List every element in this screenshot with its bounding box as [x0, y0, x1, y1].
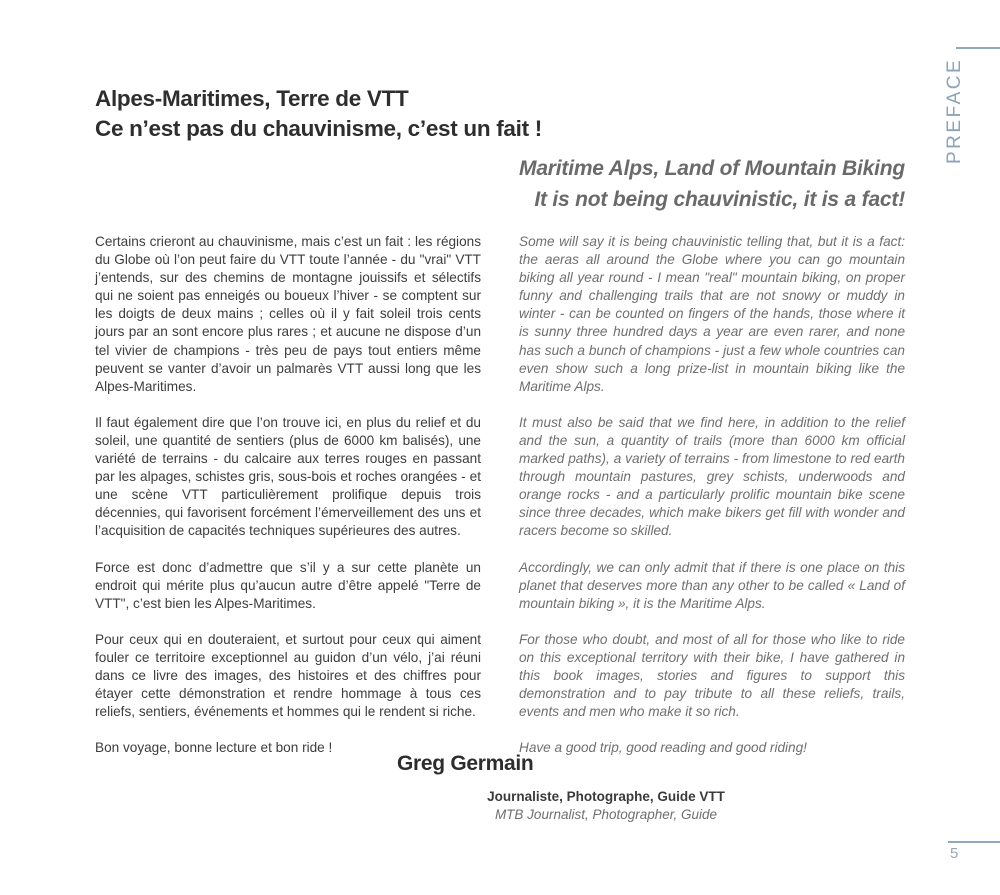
english-paragraph-2: It must also be said that we find here, in addition to the relief and the sun, a quantity of trails (more than 6000 km official marked paths), a variety of terrains - from limestone to red earth through mountain pastures, grey schists, underwoods and orange rocks - and a particularly prolific mountain bike scene since three decades, which make bikers get fill with wonder and racers become so skilled.: [519, 414, 905, 539]
title-english-line1: Maritime Alps, Land of Mountain Biking: [519, 157, 905, 180]
author-roles: [460, 788, 752, 823]
author-role-english: MTB Journalist, Photographer, Guide: [494, 807, 718, 822]
author-name: Greg Germain: [397, 752, 534, 775]
english-paragraph-4: For those who doubt, and most of all for those who like to ride on this exceptional territory with their bike, I have gathered in this book images, stories and figures to support this demonstration and to pay tribute to all these reliefs, trails, events and men who make it so rich.: [519, 631, 905, 720]
english-paragraph-1: Some will say it is being chauvinistic telling that, but it is a fact: the aeras all around the Globe where you can go mountain biking all year round - I mean "real" mountain biking, on proper funny and challenging trails that are not snowy or muddy in winter - can be counted on fingers of the hands, those where it is sunny three hundred days a year are even rarer, and none has such a bunch of champions - just a few whole countries can even show such a long prize-list in mountain biking like the Maritime Alps.: [519, 234, 905, 394]
sidebar-top-rule: [956, 47, 1000, 49]
title-french-line2: Ce n’est pas du chauvinisme, c’est un fait !: [95, 116, 542, 141]
title-english-line2: It is not being chauvinistic, it is a fact!: [534, 188, 905, 211]
english-column: [519, 233, 905, 775]
author-role-french: Journaliste, Photographe, Guide VTT: [487, 789, 725, 804]
body-columns: [95, 233, 905, 775]
page-title-english: [519, 153, 905, 215]
french-column: [95, 233, 481, 775]
page-number: 5: [950, 845, 959, 862]
english-paragraph-5: Have a good trip, good reading and good riding!: [519, 740, 807, 756]
english-paragraph-3: Accordingly, we can only admit that if there is one place on this planet that deserves more than any other to be called « Land of mountain biking », it is the Maritime Alps.: [519, 559, 905, 611]
french-paragraph-1: Certains crieront au chauvinisme, mais c’est un fait : les régions du Globe où l’on peut faire du VTT toute l’année - du "vrai" VTT j’entends, sur des chemins de montagne jouissifs et sélectifs qui ne soient pas enneigés ou boueux l’hiver - se comptent sur les doigts de deux mains ; celles où il y fait soleil trois cents jours par an sont encore plus rares ; et aucune ne dispose d’un tel vivier de champions - très peu de pays tout entiers même peuvent se vanter d’avoir un palmarès VTT aussi long que les Alpes-Maritimes.: [95, 234, 481, 394]
preface-sidebar-label: PREFACE: [944, 57, 965, 164]
title-french-line1: Alpes-Maritimes, Terre de VTT: [95, 86, 409, 111]
french-paragraph-5: Bon voyage, bonne lecture et bon ride !: [95, 740, 333, 756]
french-paragraph-2: Il faut également dire que l’on trouve ici, en plus du relief et du soleil, une quantité de sentiers (plus de 6000 km balisés), une variété de terrains - du calcaire aux terres rouges en passant par les alpages, schistes gris, sous-bois et roches orangées - et une scène VTT particulièrement prolifique depuis trois décennies, qui favorisent forcément l’émerveillement des uns et l’acquisition de capacités techniques supérieures des autres.: [95, 414, 481, 539]
sidebar-bottom-rule: [948, 841, 1000, 843]
french-paragraph-4: Pour ceux qui en douteraient, et surtout pour ceux qui aiment fouler ce territoire exceptionnel au guidon d’un vélo, j’ai réuni dans ce livre des images, des histoires et des chiffres pour étayer cette démonstration et rendre hommage à tous ces reliefs, sentiers, événements et hommes qui le rendent si riche.: [95, 631, 481, 720]
french-paragraph-3: Force est donc d’admettre que s’il y a sur cette planète un endroit qui mérite plus qu’aucun autre d’être appelé "Terre de VTT", c’est bien les Alpes-Maritimes.: [95, 559, 481, 611]
page-title-french: [95, 84, 542, 144]
